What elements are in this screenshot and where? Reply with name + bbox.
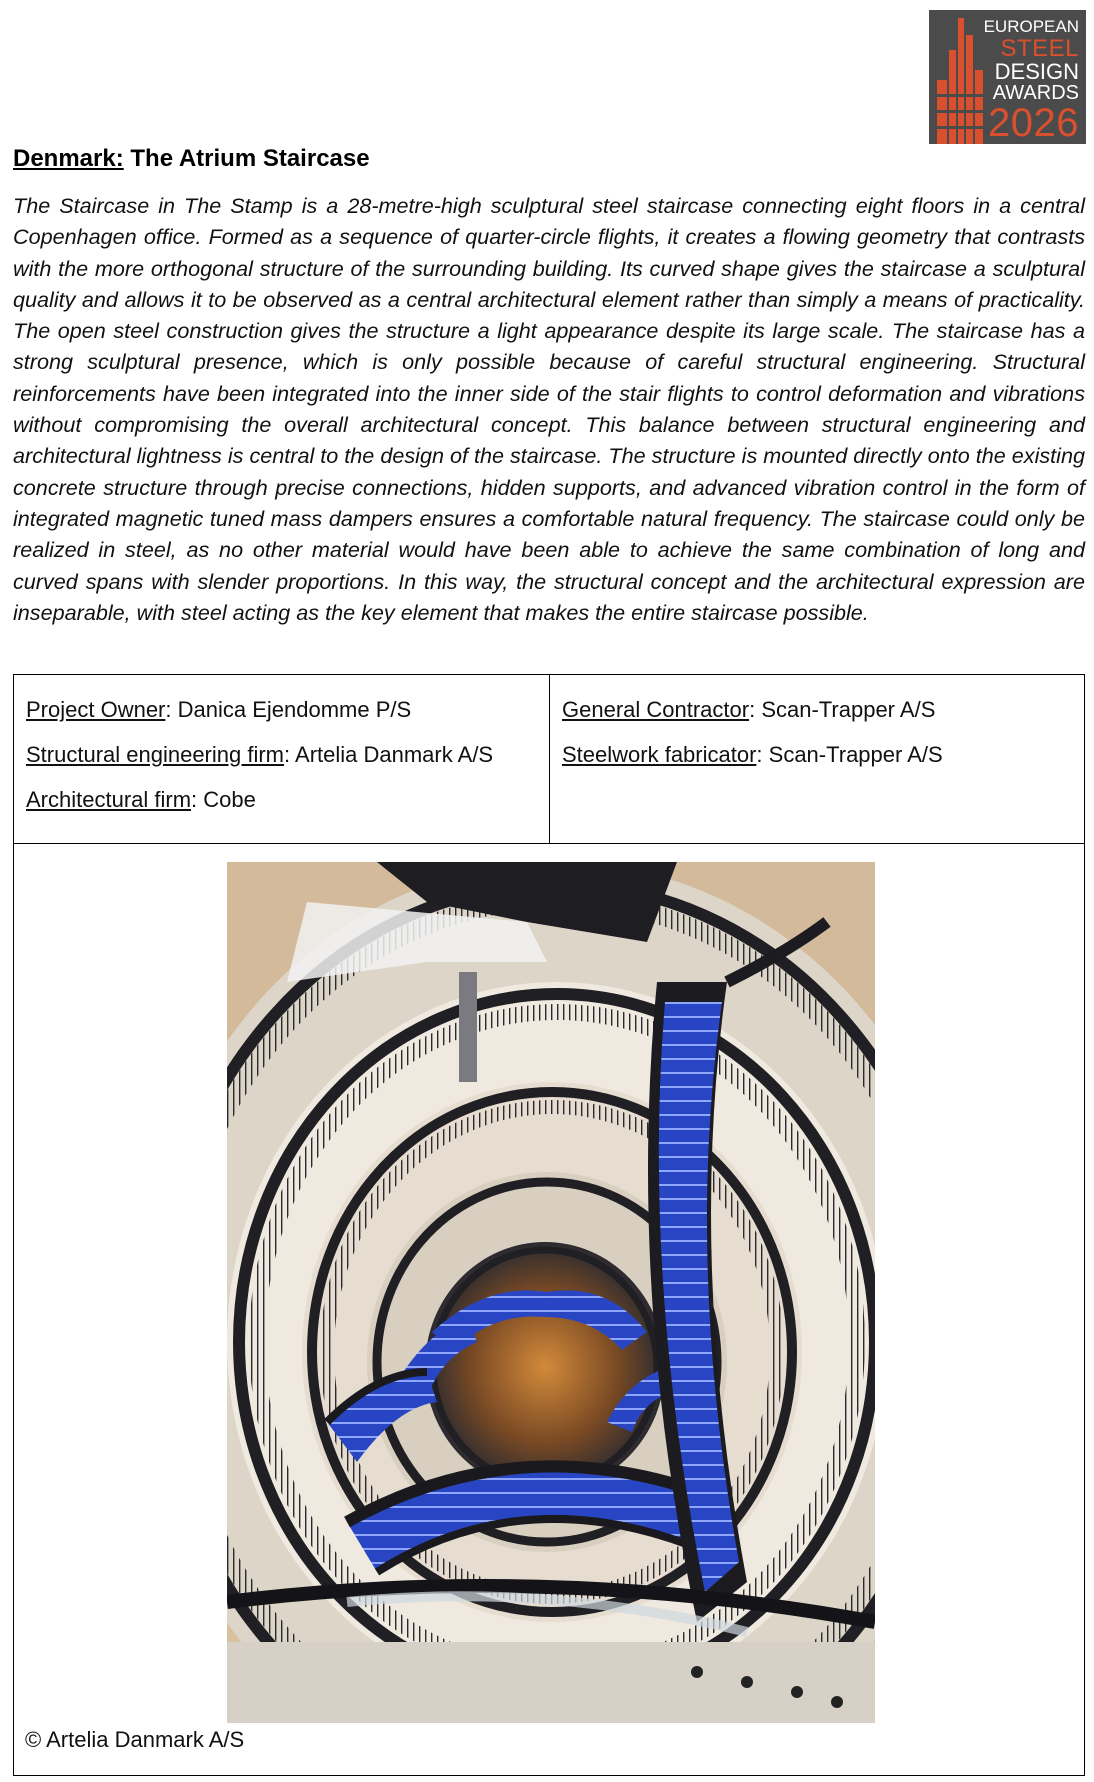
general-contractor-row bbox=[562, 687, 943, 732]
project-description: The Staircase in The Stamp is a 28-metre-high sculptural steel staircase connecting eight floors in a central Copenhagen office. Formed as a sequence of quarter-circle flights, it creates a flowing geometry that contrasts with the more orthogonal structure of the surrounding building. Its curved shape gives the staircase a sculptural quality and allows it to be observed as a central architectural element rather than simply a means of practicality. The open steel construction gives the structure a light appearance despite its large scale. The staircase has a strong sculptural presence, which is only possible because of careful structural engineering. Structural reinforcements have been integrated into the inner side of the stair flights to control deformation and vibrations without compromising the overall architectural concept. This balance between structural engineering and architectural lightness is central to the design of the staircase. The structure is mounted directly onto the existing concrete structure through precise connections, hidden supports, and advanced vibration control in the form of integrated magnetic tuned mass dampers ensures a comfortable natural frequency. The staircase could only be realized in steel, as no other material would have been able to achieve the same combination of long and curved spans with slender proportions. In this way, the structural concept and the architectural expression are inseparable, with steel acting as the key element that makes the entire staircase possible. bbox=[13, 193, 1085, 625]
general-contractor-value: : Scan-Trapper A/S bbox=[749, 697, 936, 722]
structural-engineering-row bbox=[26, 732, 493, 777]
atrium-staircase-photo bbox=[227, 862, 875, 1723]
project-owner-row bbox=[26, 687, 493, 732]
architectural-firm-value: : Cobe bbox=[191, 787, 256, 812]
photo-credit: © Artelia Danmark A/S bbox=[25, 1727, 245, 1752]
structural-engineering-value: : Artelia Danmark A/S bbox=[284, 742, 494, 767]
european-steel-design-awards-logo bbox=[929, 10, 1086, 144]
steelwork-fabricator-value: : Scan-Trapper A/S bbox=[756, 742, 943, 767]
structural-engineering-label: Structural engineering firm bbox=[26, 742, 285, 767]
project-owner-label: Project Owner bbox=[26, 697, 166, 722]
logo-line-awards: AWARDS bbox=[992, 82, 1079, 104]
page-title bbox=[13, 145, 370, 173]
country-label: Denmark: bbox=[13, 145, 124, 172]
info-column-right bbox=[562, 687, 943, 777]
table-divider bbox=[549, 675, 550, 843]
architectural-firm-label: Architectural firm bbox=[26, 787, 192, 812]
logo-line-european: EUROPEAN bbox=[983, 17, 1079, 36]
logo-line-design: DESIGN bbox=[994, 59, 1079, 84]
logo-line-year: 2026 bbox=[988, 101, 1079, 144]
logo-line-steel: STEEL bbox=[1000, 35, 1079, 62]
architectural-firm-row bbox=[26, 777, 493, 822]
project-info-table bbox=[13, 674, 1085, 844]
project-title: The Atrium Staircase bbox=[130, 145, 370, 172]
staircase-illustration bbox=[227, 862, 875, 1723]
project-owner-value: : Danica Ejendomme P/S bbox=[165, 697, 412, 722]
steelwork-fabricator-label: Steelwork fabricator bbox=[562, 742, 757, 767]
general-contractor-label: General Contractor bbox=[562, 697, 750, 722]
steelwork-fabricator-row bbox=[562, 732, 943, 777]
info-column-left bbox=[26, 687, 493, 822]
